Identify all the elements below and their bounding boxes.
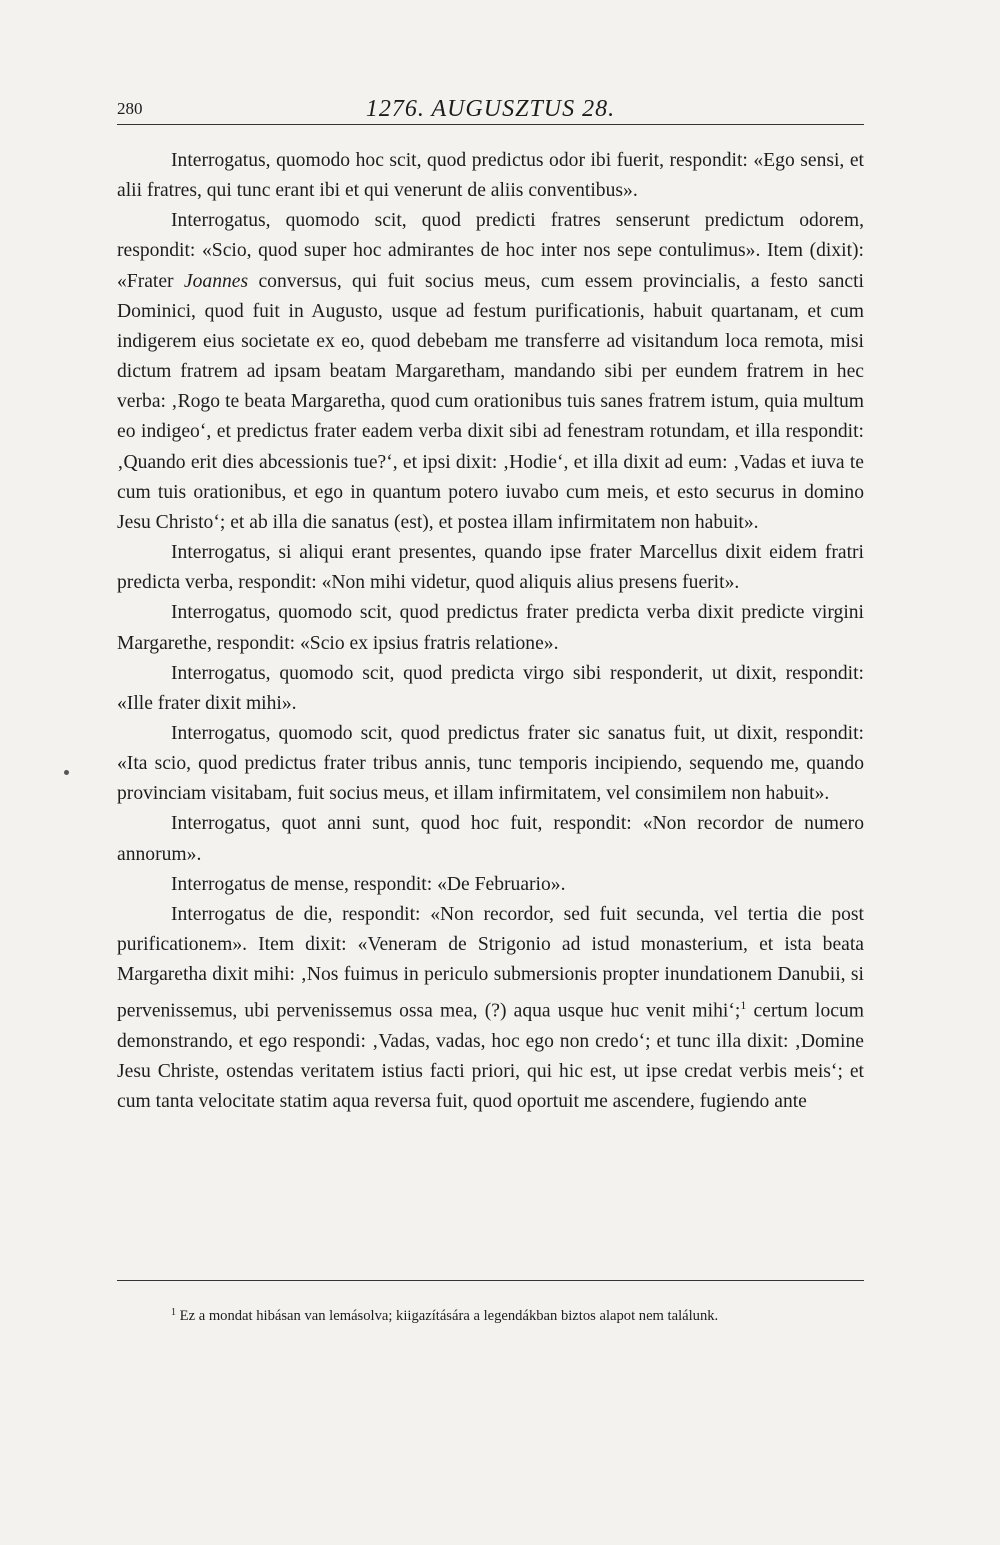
page-heading-date: 1276. AUGUSZTUS 28. — [365, 96, 616, 122]
footnote-reference: 1 — [740, 998, 747, 1013]
paragraph-4: Interrogatus, quomodo scit, quod predictus frater predicta verba dixit predicte virgini Margarethe, respondit: «Scio ex ipsius fratris relatione». — [117, 602, 864, 654]
paragraph-7: Interrogatus, quot anni sunt, quod hoc fuit, respondit: «Non recordor de numero annorum». — [117, 813, 864, 865]
footnote-text: Ez a mondat hibásan van lemásolva; kiigazítására a legendákban biztos alapot nem találunk. — [176, 1308, 719, 1324]
paragraph-2-part-b: conversus, qui fuit socius meus, cum essem provincialis, a festo sancti Dominici, quod fuit in Augusto, usque ad festum purificationis, habuit quartanam, et cum indigerem eius societate ex eo, quod debebam me transferre ad visitandum loca remota, misi dictum fratrem ad ipsam beatam Margaretham, mandando sibi per eundem fratrem in hec verba: ‚Rogo te beata Margaretha, quod cum orationibus tuis sanes fratrem istum, quia multum eo indigeo‘, et predictus frater eadem verba dixit sibi ad fenestram rotundam, et illa respondit: ‚Quando erit dies abcessionis tue?‘, et ipsi dixit: ‚Hodie‘, et illa dixit ad eum: ‚Vadas et iuva te cum tuis orationibus, et ego in quantum potero iuvabo cum meis, et esto securus in domino Jesu Christo‘; et ab illa die sanatus (est), et postea illam infirmitatem non habuit». — [117, 270, 865, 533]
paragraph-9-part-b: certum locum demonstrando, et ego respondi: ‚Vadas, vadas, hoc ego non credo‘; et tunc illa dixit: ‚Domine Jesu Christe, ostendas veritatem istius facti priori, qui hic est, ut ipse credat verbis meis‘; et cum tanta velocitate statim aqua reversa fuit, quod oportuit me ascendere, fugiendo ante — [117, 1000, 864, 1113]
margin-mark — [64, 770, 69, 775]
header-rule — [117, 124, 864, 125]
paragraph-6: Interrogatus, quomodo scit, quod predictus frater sic sanatus fuit, ut dixit, respondit: «Ita scio, quod predictus frater tribus annis, tunc temporis incipiendo, sequendo me, quando provinciam visitabam, fuit socius meus, et illam infirmitatem, vel consimilem non habuit». — [117, 722, 864, 805]
paragraph-9 — [117, 900, 864, 1118]
footnote — [117, 1302, 864, 1327]
paragraph-5: Interrogatus, quomodo scit, quod predicta virgo sibi responderit, ut dixit, respondit: «Ille frater dixit mihi». — [117, 662, 864, 714]
page-number: 280 — [117, 99, 143, 118]
paragraph-9-part-a: Interrogatus de die, respondit: «Non recordor, sed fuit secunda, vel tertia die post purificationem». Item dixit: «Veneram de Strigonio ad istud monasterium, et ista beata Margaretha dixit mihi: ‚Nos fuimus in periculo submersionis propter inundationem Danubii, si pervenissemus, ubi pervenissemus ossa mea, (?) aqua usque huc venit mihi‘; — [117, 903, 864, 1022]
running-head — [117, 96, 864, 126]
paragraph-8: Interrogatus de mense, respondit: «De Februario». — [171, 873, 566, 895]
paragraph-2-part-a: Interrogatus, quomodo scit, quod predicti fratres senserunt predictum odorem, respondit: «Scio, quod super hoc admirantes de hoc inter nos sepe contulimus». Item (dixit): «Frater — [117, 210, 864, 292]
paragraph-2 — [117, 206, 864, 538]
footnote-marker: 1 — [171, 1307, 176, 1318]
footnote-rule — [117, 1280, 864, 1281]
italic-name-joannes: Joannes — [183, 270, 249, 292]
paragraph-1: Interrogatus, quomodo hoc scit, quod predictus odor ibi fuerit, respondit: «Ego sensi, et alii fratres, qui tunc erant ibi et qui venerunt de aliis conventibus». — [117, 150, 864, 202]
paragraph-3: Interrogatus, si aliqui erant presentes, quando ipse frater Marcellus dixit eidem fratri predicta verba, respondit: «Non mihi videtur, quod aliquis alius presens fuerit». — [117, 542, 864, 594]
body-text — [117, 146, 864, 1118]
